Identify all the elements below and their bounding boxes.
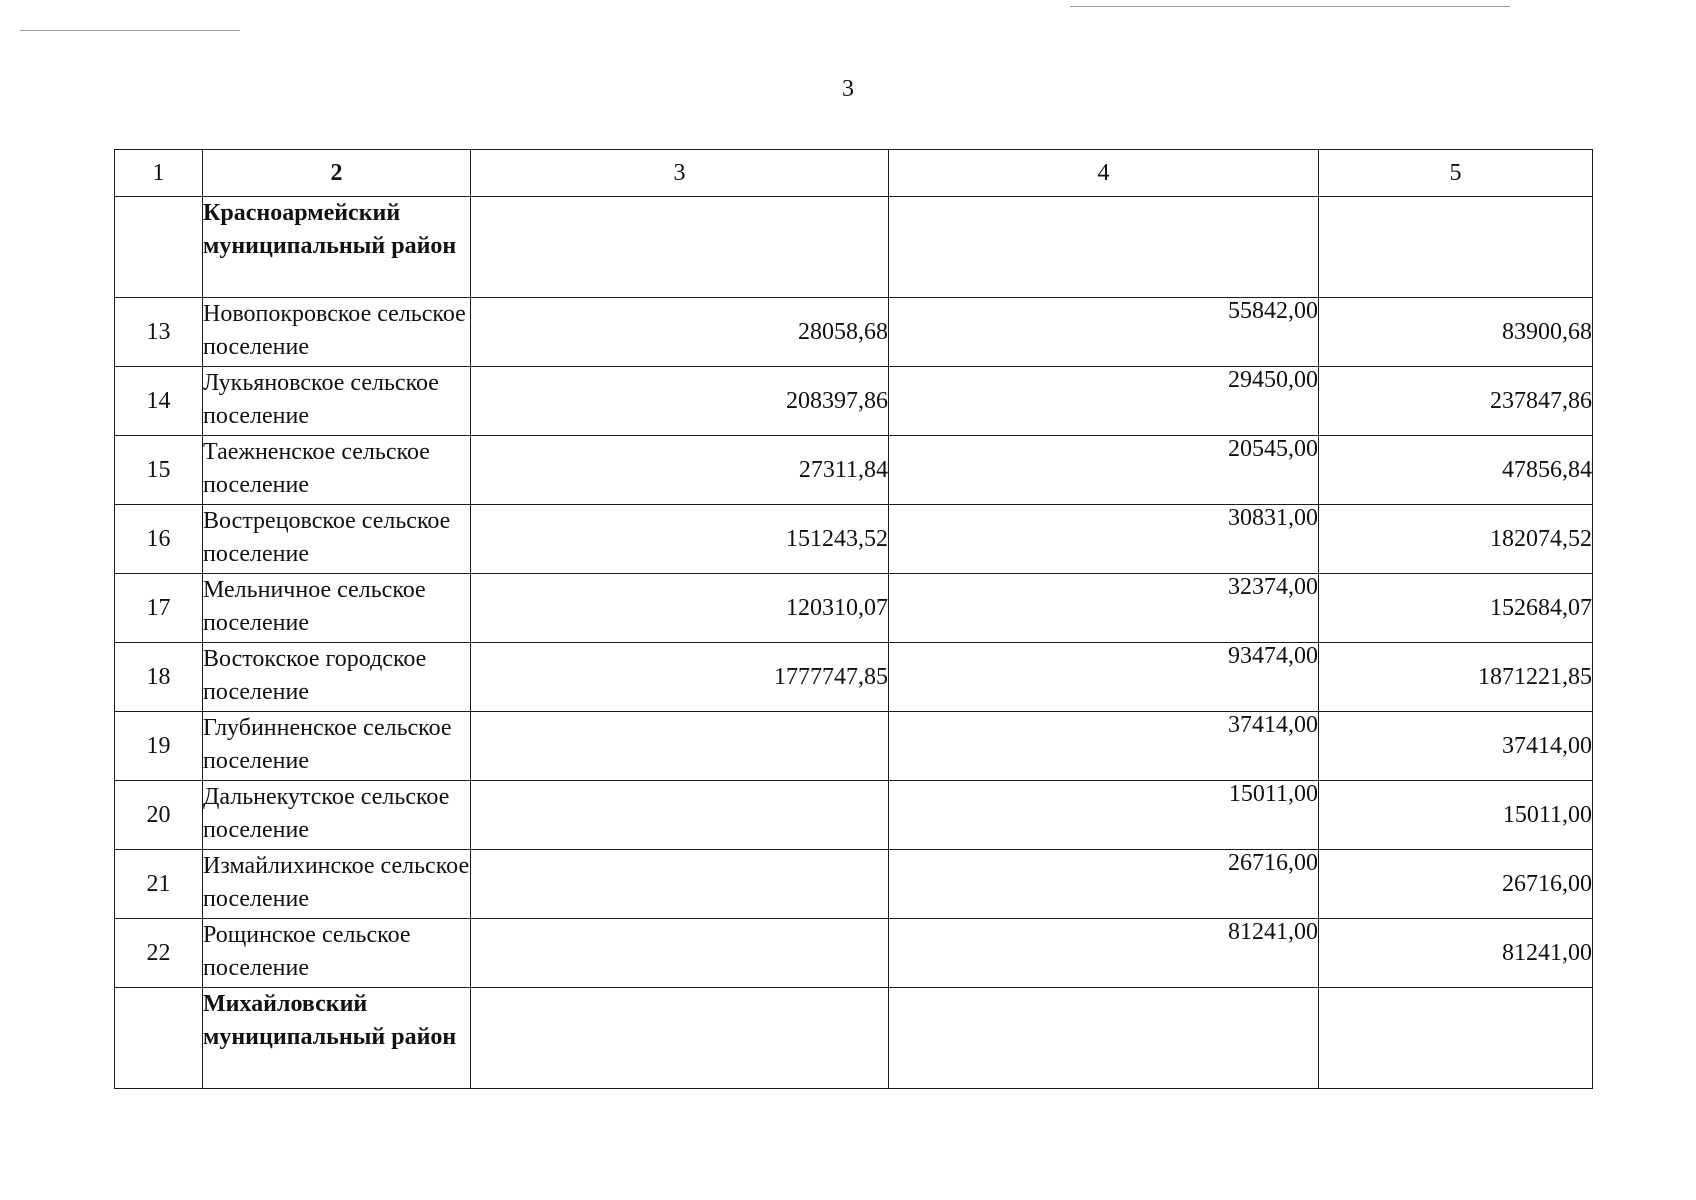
row-number-cell: 16 xyxy=(115,505,203,574)
col4-value-cell: 26716,00 xyxy=(889,850,1319,919)
col3-value-cell xyxy=(471,712,889,781)
col5-total-cell: 15011,00 xyxy=(1319,781,1593,850)
settlement-name-cell: Мельничное сельское поселение xyxy=(203,574,471,643)
col5-total-cell: 1871221,85 xyxy=(1319,643,1593,712)
row-number-cell: 21 xyxy=(115,850,203,919)
col3-value-cell: 151243,52 xyxy=(471,505,889,574)
row-number-cell: 13 xyxy=(115,298,203,367)
table-body xyxy=(115,197,1593,1089)
col5-total-cell: 182074,52 xyxy=(1319,505,1593,574)
settlement-name-cell: Новопокровское сельское поселение xyxy=(203,298,471,367)
table-row xyxy=(115,574,1593,643)
header-col-2: 2 xyxy=(203,150,471,197)
table-row xyxy=(115,298,1593,367)
scan-artifact-top-right xyxy=(1070,6,1510,7)
row-number-cell: 14 xyxy=(115,367,203,436)
col4-value-cell: 93474,00 xyxy=(889,643,1319,712)
col4-value-cell: 15011,00 xyxy=(889,781,1319,850)
row-number-cell xyxy=(115,197,203,298)
col3-value-cell xyxy=(471,919,889,988)
col3-value-cell xyxy=(471,781,889,850)
row-number-cell: 17 xyxy=(115,574,203,643)
row-number-cell: 20 xyxy=(115,781,203,850)
settlement-name-cell: Глубинненское сельское поселение xyxy=(203,712,471,781)
col4-value-cell: 32374,00 xyxy=(889,574,1319,643)
row-number-cell: 22 xyxy=(115,919,203,988)
table-row xyxy=(115,367,1593,436)
settlement-name-cell: Востокское городское поселение xyxy=(203,643,471,712)
col3-value-cell: 120310,07 xyxy=(471,574,889,643)
header-col-5: 5 xyxy=(1319,150,1593,197)
scan-artifact-top-left xyxy=(20,30,240,31)
row-number-cell: 15 xyxy=(115,436,203,505)
col5-total-cell: 83900,68 xyxy=(1319,298,1593,367)
district-group-row xyxy=(115,988,1593,1089)
col4-value-cell: 29450,00 xyxy=(889,367,1319,436)
row-number-cell xyxy=(115,988,203,1089)
col5-total-cell xyxy=(1319,197,1593,298)
col3-value-cell: 1777747,85 xyxy=(471,643,889,712)
col3-value-cell: 27311,84 xyxy=(471,436,889,505)
settlement-name-cell: Таежненское сельское поселение xyxy=(203,436,471,505)
col5-total-cell: 152684,07 xyxy=(1319,574,1593,643)
col5-total-cell: 26716,00 xyxy=(1319,850,1593,919)
col4-value-cell: 20545,00 xyxy=(889,436,1319,505)
settlement-name-cell: Измайлихинское сельское поселение xyxy=(203,850,471,919)
col4-value-cell: 81241,00 xyxy=(889,919,1319,988)
col5-total-cell: 81241,00 xyxy=(1319,919,1593,988)
table-row xyxy=(115,643,1593,712)
page-number: 3 xyxy=(842,76,854,102)
table-row xyxy=(115,781,1593,850)
district-name-cell: Красноармейский муниципальный район xyxy=(203,197,471,298)
col5-total-cell: 37414,00 xyxy=(1319,712,1593,781)
col3-value-cell xyxy=(471,850,889,919)
settlement-name-cell: Лукьяновское сельское поселение xyxy=(203,367,471,436)
col4-value-cell: 55842,00 xyxy=(889,298,1319,367)
col3-value-cell xyxy=(471,988,889,1089)
header-col-3: 3 xyxy=(471,150,889,197)
row-number-cell: 19 xyxy=(115,712,203,781)
header-col-1: 1 xyxy=(115,150,203,197)
col3-value-cell: 28058,68 xyxy=(471,298,889,367)
col4-value-cell: 37414,00 xyxy=(889,712,1319,781)
col4-value-cell xyxy=(889,197,1319,298)
table-row xyxy=(115,850,1593,919)
table-row xyxy=(115,505,1593,574)
col5-total-cell: 237847,86 xyxy=(1319,367,1593,436)
settlement-name-cell: Дальнекутское сельское поселение xyxy=(203,781,471,850)
district-name-cell: Михайловский муниципальный район xyxy=(203,988,471,1089)
col5-total-cell: 47856,84 xyxy=(1319,436,1593,505)
col3-value-cell xyxy=(471,197,889,298)
table-row xyxy=(115,436,1593,505)
col4-value-cell xyxy=(889,988,1319,1089)
col5-total-cell xyxy=(1319,988,1593,1089)
row-number-cell: 18 xyxy=(115,643,203,712)
appropriation-table xyxy=(114,149,1593,1089)
settlement-name-cell: Вострецовское сельское поселение xyxy=(203,505,471,574)
col3-value-cell: 208397,86 xyxy=(471,367,889,436)
col4-value-cell: 30831,00 xyxy=(889,505,1319,574)
table-row xyxy=(115,712,1593,781)
settlement-name-cell: Рощинское сельское поселение xyxy=(203,919,471,988)
district-group-row xyxy=(115,197,1593,298)
table-header-row xyxy=(115,150,1593,197)
table-row xyxy=(115,919,1593,988)
header-col-4: 4 xyxy=(889,150,1319,197)
